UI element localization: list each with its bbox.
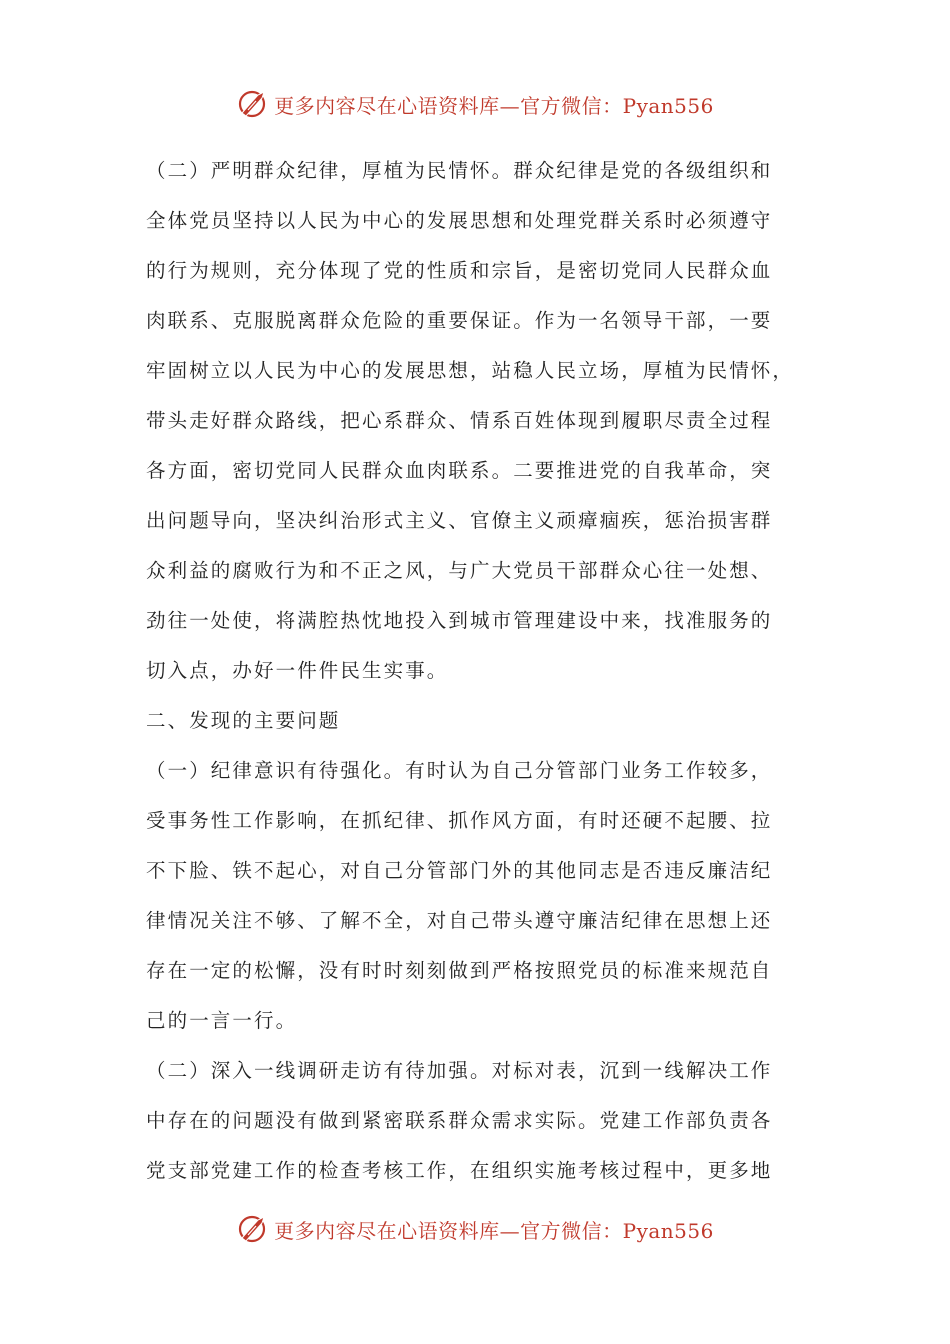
text-line: 受事务性工作影响，在抓纪律、抓作风方面，有时还硬不起腰、拉 (146, 809, 773, 832)
footer-banner (0, 1209, 950, 1249)
text-line: 的行为规则，充分体现了党的性质和宗旨，是密切党同人民群众血 (146, 259, 773, 282)
text-line: 各方面，密切党同人民群众血肉联系。二要推进党的自我革命，突 (146, 459, 773, 482)
text-line: 出问题导向，坚决纠治形式主义、官僚主义顽瘴痼疾，惩治损害群 (146, 509, 773, 532)
text-line: 存在一定的松懈，没有时时刻刻做到严格按照党员的标准来规范自 (146, 959, 773, 982)
pen-nib-circle-icon (236, 1212, 270, 1246)
text-line: 全体党员坚持以人民为中心的发展思想和处理党群关系时必须遵守 (146, 209, 773, 232)
text-line: 带头走好群众路线，把心系群众、情系百姓体现到履职尽责全过程 (146, 409, 773, 432)
document-body (146, 146, 816, 1196)
text-line: （一）纪律意识有待强化。有时认为自己分管部门业务工作较多， (146, 759, 773, 782)
header-banner-text: 更多内容尽在心语资料库—官方微信：Pyan556 (274, 93, 714, 118)
text-line: 牢固树立以人民为中心的发展思想，站稳人民立场，厚植为民情怀， (146, 359, 795, 382)
text-line: （二）严明群众纪律，厚植为民情怀。群众纪律是党的各级组织和 (146, 159, 773, 182)
text-line: 律情况关注不够、了解不全，对自己带头遵守廉洁纪律在思想上还 (146, 909, 773, 932)
text-line: 党支部党建工作的检查考核工作，在组织实施考核过程中，更多地 (146, 1159, 773, 1182)
text-line: 二、发现的主要问题 (146, 709, 341, 732)
text-line: 众利益的腐败行为和不正之风，与广大党员干部群众心往一处想、 (146, 559, 773, 582)
text-line: 不下脸、铁不起心，对自己分管部门外的其他同志是否违反廉洁纪 (146, 859, 773, 882)
text-line: （二）深入一线调研走访有待加强。对标对表，沉到一线解决工作 (146, 1059, 773, 1082)
pen-nib-circle-icon (236, 87, 270, 121)
text-line: 切入点，办好一件件民生实事。 (146, 659, 449, 682)
header-banner (0, 84, 950, 124)
text-line: 己的一言一行。 (146, 1009, 298, 1032)
text-line: 中存在的问题没有做到紧密联系群众需求实际。党建工作部负责各 (146, 1109, 773, 1132)
text-line: 劲往一处使，将满腔热忱地投入到城市管理建设中来，找准服务的 (146, 609, 773, 632)
text-line: 肉联系、克服脱离群众危险的重要保证。作为一名领导干部，一要 (146, 309, 773, 332)
footer-banner-text: 更多内容尽在心语资料库—官方微信：Pyan556 (274, 1218, 714, 1243)
